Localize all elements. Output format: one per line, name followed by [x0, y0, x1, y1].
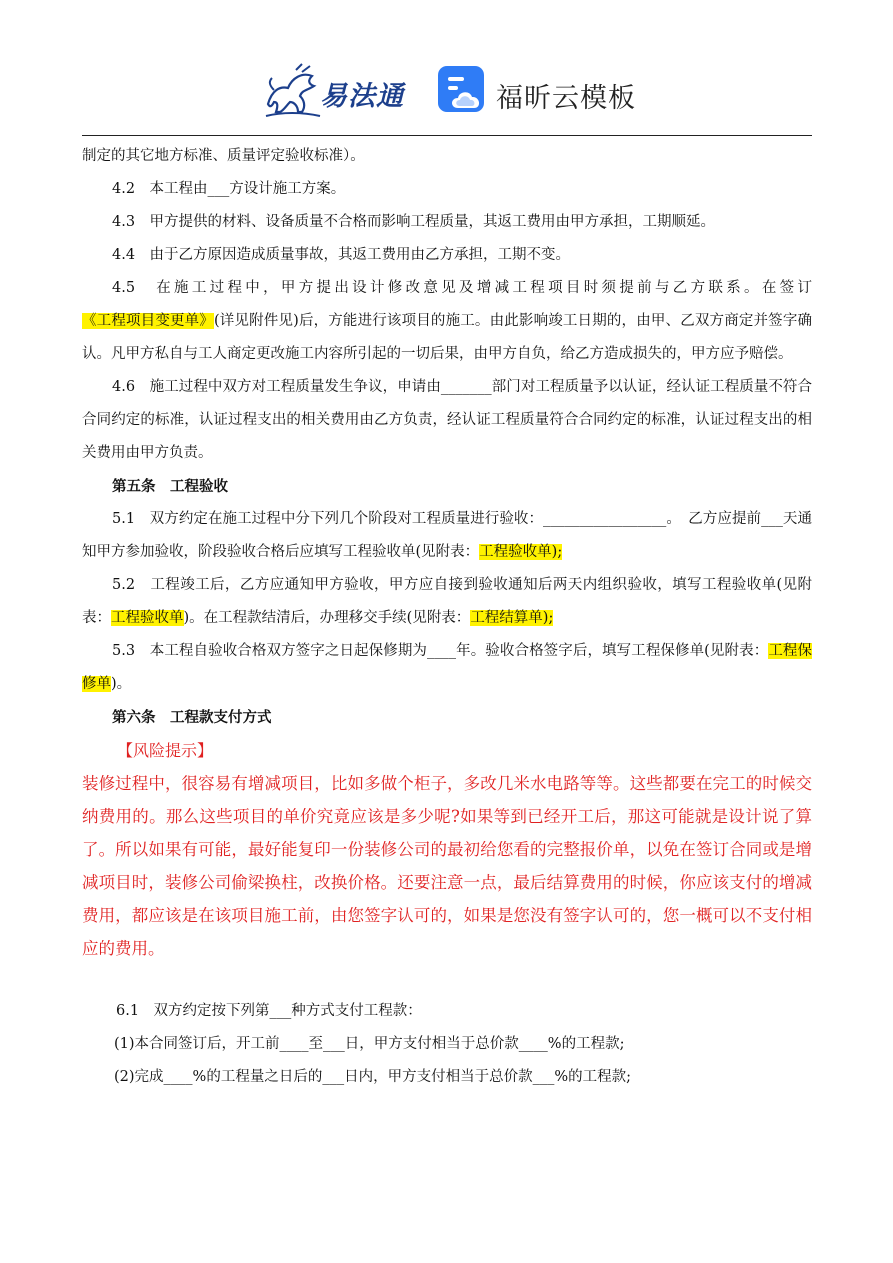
page-header — [0, 58, 893, 128]
article-6-heading: 第六条 工程款支付方式 — [112, 709, 272, 726]
clause-5-3-text-b: )。 — [111, 676, 132, 692]
change-order-link[interactable]: 《工程项目变更单》 — [82, 313, 214, 329]
payment-option-2: (2)完成____%的工程量之日后的___日内，甲方支付相当于总价款___%的工程款; — [114, 1069, 631, 1085]
spacer — [82, 965, 812, 995]
clause-5-3 — [82, 635, 812, 701]
clause-4-4: 4.4 由于乙方原因造成质量事故，其返工费用由乙方承担，工期不变。 — [112, 247, 571, 263]
clause-5-1-text: 5.1 双方约定在施工过程中分下列几个阶段对工程质量进行验收：_________________。 乙方应提前___天通知甲方参加验收，阶段验收合格后应填写工程验收单(见附表： — [82, 511, 812, 560]
document-cloud-icon — [436, 64, 488, 116]
acceptance-form-link[interactable]: 工程验收单); — [479, 544, 563, 560]
article-5-heading: 第五条 工程验收 — [112, 478, 228, 495]
clause-5-3-text-a: 5.3 本工程自验收合格双方签字之日起保修期为____年。验收合格签字后，填写工程保修单(见附表： — [112, 643, 769, 659]
clause-5-2-text-b: )。在工程款结清后，办理移交手续(见附表： — [183, 610, 471, 626]
qilin-icon — [262, 60, 322, 120]
clause-5-2-text-a: 5.2 工程竣工后，乙方应通知甲方验收，甲方应自接到验收通知后两天内组织验收，填写工程验收单(见附表： — [82, 577, 812, 626]
clause-4-2: 4.2 本工程由___方设计施工方案。 — [112, 181, 346, 197]
logo2-text: 福昕云模板 — [496, 83, 636, 114]
clause-4-3: 4.3 甲方提供的材料、设备质量不合格而影响工程质量，其返工费用由甲方承担，工期顺延。 — [112, 214, 716, 230]
header-divider — [82, 135, 812, 136]
acceptance-form-link-2[interactable]: 工程验收单 — [111, 610, 184, 626]
clause-4-5-text-b: (详见附件见)后，方能进行该项目的施工。由此影响竣工日期的，由甲、乙双方商定并签字确认。凡甲方私自与工人商定更改施工内容所引起的一切后果，由甲方自负，给乙方造成损失的，甲方应予赔偿。 — [82, 313, 813, 362]
yifatong-logo — [262, 60, 412, 122]
logo1-text: 易法通 — [320, 81, 404, 112]
clause-5-1 — [82, 503, 812, 569]
paragraph-continuation: 制定的其它地方标准、质量评定验收标准）。 — [82, 148, 365, 164]
risk-warning-title: 【风险提示】 — [117, 741, 214, 760]
clause-4-5 — [82, 272, 812, 371]
fuxin-logo — [436, 64, 636, 120]
document-body — [82, 140, 812, 1094]
settlement-form-link[interactable]: 工程结算单); — [470, 610, 554, 626]
risk-warning-text: 装修过程中，很容易有增减项目，比如多做个柜子，多改几米水电路等等。这些都要在完工的时候交纳费用的。那么这些项目的单价究竟应该是多少呢?如果等到已经开工后，那这可能就是设计说了算了。所以如果有可能，最好能复印一份装修公司的最初给您看的完整报价单，以免在签订合同或是增减项目时，装修公司偷梁换柱，改换价格。还要注意一点，最后结算费用的时候，你应该支付的增减费用，都应该是在该项目施工前，由您签字认可的，如果是您没有签字认可的，您一概可以不支付相应的费用。 — [82, 774, 812, 958]
clause-6-1: 6.1 双方约定按下列第___种方式支付工程款： — [116, 1003, 422, 1019]
payment-option-1: (1)本合同签订后，开工前____至___日，甲方支付相当于总价款____%的工程款; — [114, 1036, 625, 1052]
clause-4-5-text-a: 4.5 在施工过程中，甲方提出设计修改意见及增减工程项目时须提前与乙方联系。在签订 — [112, 280, 812, 296]
clause-5-2 — [82, 569, 812, 635]
warranty-form-link[interactable]: 工程保修单 — [82, 643, 812, 692]
clause-4-6: 4.6 施工过程中双方对工程质量发生争议，申请由_______部门对工程质量予以认证，经认证工程质量不符合合同约定的标准，认证过程支出的相关费用由乙方负责，经认证工程质量符合合同约定的标准，认证过程支出的相关费用由甲方负责。 — [82, 379, 812, 461]
